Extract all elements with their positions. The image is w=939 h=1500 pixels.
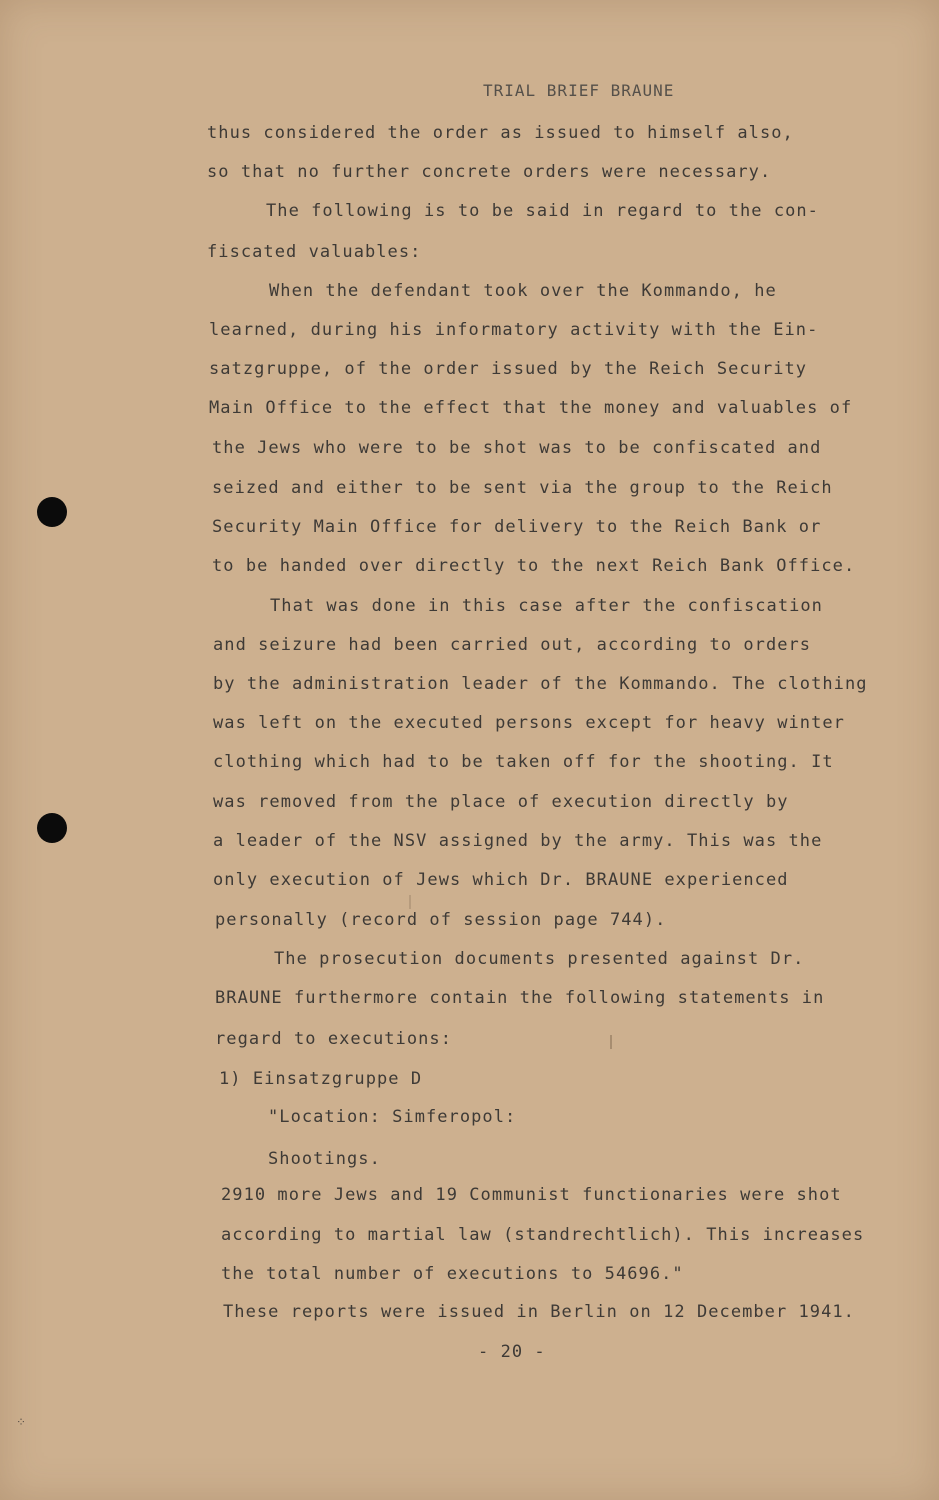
body-line: learned, during his informatory activity with the Ein- (209, 320, 819, 340)
body-line: BRAUNE furthermore contain the following statements in (215, 988, 825, 1008)
paper-scratch-mark (409, 895, 411, 909)
body-line: The prosecution documents presented against Dr. (274, 949, 805, 969)
body-line: thus considered the order as issued to himself also, (207, 123, 794, 143)
quote-line: the total number of executions to 54696." (221, 1264, 684, 1284)
body-line: Main Office to the effect that the money and valuables of (209, 398, 853, 418)
body-line: the Jews who were to be shot was to be confiscated and (212, 438, 822, 458)
body-line: personally (record of session page 744). (215, 910, 667, 930)
punch-hole-upper (37, 497, 67, 527)
body-line: to be handed over directly to the next Reich Bank Office. (212, 556, 856, 576)
body-line: seized and either to be sent via the group to the Reich (212, 478, 833, 498)
body-line: That was done in this case after the confiscation (270, 596, 823, 616)
body-line: satzgruppe, of the order issued by the Reich Security (209, 359, 808, 379)
body-line: a leader of the NSV assigned by the army. This was the (213, 831, 823, 851)
body-line: clothing which had to be taken off for the shooting. It (213, 752, 834, 772)
page-number: - 20 - (478, 1342, 546, 1362)
body-line: by the administration leader of the Kommando. The clothing (213, 674, 868, 694)
page-header-title: TRIAL BRIEF BRAUNE (483, 81, 675, 100)
paper-scratch-mark (610, 1035, 612, 1049)
body-line: and seizure had been carried out, according to orders (213, 635, 812, 655)
body-line: These reports were issued in Berlin on 12 December 1941. (223, 1302, 855, 1322)
corner-smudge-icon: ⁘ (16, 1415, 27, 1429)
body-line: fiscated valuables: (207, 242, 422, 262)
body-line: was removed from the place of execution directly by (213, 792, 789, 812)
body-line: When the defendant took over the Kommando, he (269, 281, 777, 301)
body-line: only execution of Jews which Dr. BRAUNE experienced (213, 870, 789, 890)
quote-line: Shootings. (268, 1149, 381, 1169)
body-line: was left on the executed persons except for heavy winter (213, 713, 845, 733)
body-line: The following is to be said in regard to the con- (266, 201, 819, 221)
list-item-heading: 1) Einsatzgruppe D (219, 1069, 423, 1089)
punch-hole-lower (37, 813, 67, 843)
quote-line: "Location: Simferopol: (268, 1107, 517, 1127)
body-line: Security Main Office for delivery to the Reich Bank or (212, 517, 822, 537)
body-line: regard to executions: (215, 1029, 452, 1049)
quote-line: 2910 more Jews and 19 Communist functionaries were shot (221, 1185, 842, 1205)
body-line: so that no further concrete orders were necessary. (207, 162, 772, 182)
quote-line: according to martial law (standrechtlich). This increases (221, 1225, 865, 1245)
